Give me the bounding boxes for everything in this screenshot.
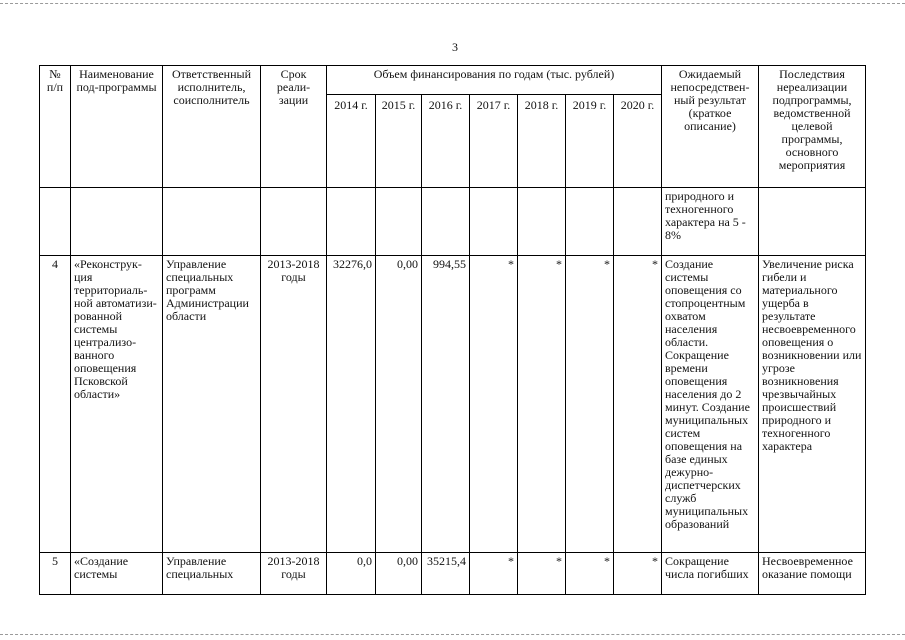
table-row [40, 256, 866, 553]
value-2017 [470, 188, 518, 256]
value-2018 [518, 188, 566, 256]
year-2018: 2018 г. [518, 95, 566, 188]
value-2020 [614, 188, 662, 256]
row-num: 4 [40, 256, 71, 553]
header-row [40, 66, 866, 95]
value-2019: * [566, 256, 614, 553]
row-name [71, 188, 163, 256]
header-finance: Объем финансирования по годам (тыс. рублей) [327, 66, 662, 95]
row-num [40, 188, 71, 256]
row-num: 5 [40, 553, 71, 595]
table-row [40, 188, 866, 256]
header-consequences: Последствия нереализации подпрограммы, ведомственной целевой программы, основного мероприятия [759, 66, 866, 188]
value-2016: 994,55 [422, 256, 470, 553]
year-2015: 2015 г. [376, 95, 422, 188]
value-2020: * [614, 553, 662, 595]
row-consequences: Несвоевременное оказание помощи [759, 553, 866, 595]
financing-table [39, 65, 866, 595]
row-term: 2013-2018 годы [261, 553, 327, 595]
scan-edge-bottom [0, 634, 905, 635]
header-term: Срок реали-зации [261, 66, 327, 188]
year-2017: 2017 г. [470, 95, 518, 188]
row-name: «Реконструк-ция территориаль-ной автоматизи-рованной системы централизо-ванного оповещения Псковской области» [71, 256, 163, 553]
value-2015 [376, 188, 422, 256]
value-2017: * [470, 256, 518, 553]
value-2015: 0,00 [376, 256, 422, 553]
year-2014: 2014 г. [327, 95, 376, 188]
value-2020: * [614, 256, 662, 553]
row-result: Сокращение числа погибших [662, 553, 759, 595]
value-2016: 35215,4 [422, 553, 470, 595]
year-2020: 2020 г. [614, 95, 662, 188]
year-2019: 2019 г. [566, 95, 614, 188]
row-consequences: Увеличение риска гибели и материального ущерба в результате несвоевременного оповещения о возникновении или угрозе возникновения чрезвычайных происшествий природного и техногенного характера [759, 256, 866, 553]
value-2017: * [470, 553, 518, 595]
value-2019 [566, 188, 614, 256]
value-2018: * [518, 256, 566, 553]
value-2014 [327, 188, 376, 256]
header-name: Наименование под-программы [71, 66, 163, 188]
row-executor: Управление специальных программ Администрации области [163, 256, 261, 553]
header-num: № п/п [40, 66, 71, 188]
table-row [40, 553, 866, 595]
year-2016: 2016 г. [422, 95, 470, 188]
row-result: Создание системы оповещения со стопроцентным охватом населения области. Сокращение времени оповещения населения до 2 минут. Создание муниципальных систем оповещения на базе единых дежурно-диспетчерских служб муниципальных образований [662, 256, 759, 553]
value-2014: 0,0 [327, 553, 376, 595]
value-2014: 32276,0 [327, 256, 376, 553]
row-executor [163, 188, 261, 256]
header-result: Ожидаемый непосредствен-ный результат (краткое описание) [662, 66, 759, 188]
value-2016 [422, 188, 470, 256]
row-executor: Управление специальных [163, 553, 261, 595]
row-consequences [759, 188, 866, 256]
header-executor: Ответственный исполнитель, соисполнитель [163, 66, 261, 188]
value-2015: 0,00 [376, 553, 422, 595]
row-result: природного и техногенного характера на 5 - 8% [662, 188, 759, 256]
page-number: 3 [452, 40, 458, 54]
scan-edge-top [0, 3, 905, 4]
value-2018: * [518, 553, 566, 595]
value-2019: * [566, 553, 614, 595]
row-term [261, 188, 327, 256]
row-name: «Создание системы [71, 553, 163, 595]
row-term: 2013-2018 годы [261, 256, 327, 553]
